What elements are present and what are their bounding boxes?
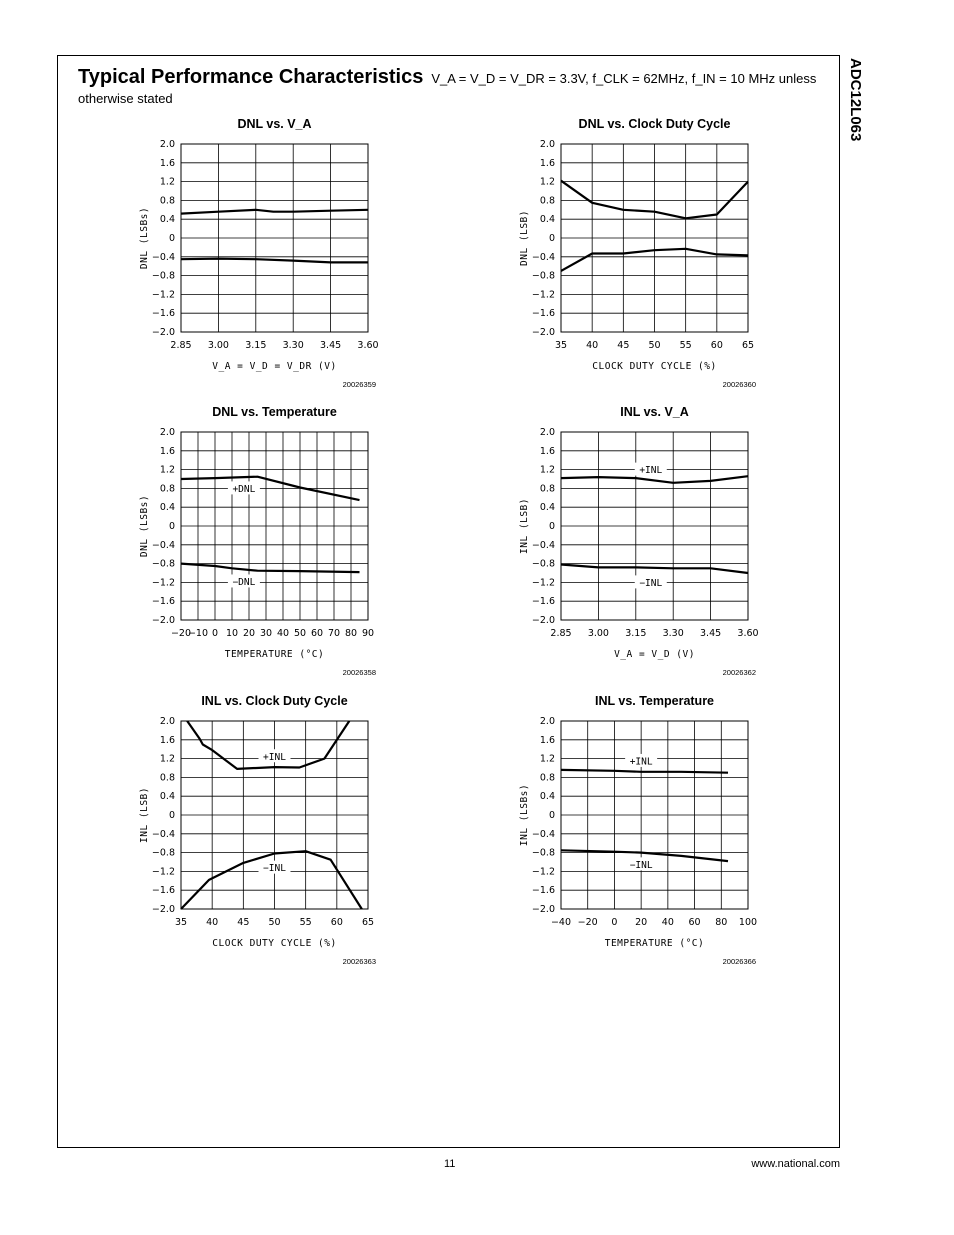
x-tick-label: 65 [741, 340, 755, 351]
x-tick-label: 30 [259, 628, 273, 639]
y-tick-label: −2.0 [151, 904, 175, 915]
y-tick-label: −1.2 [531, 577, 555, 589]
y-tick-label: 0.4 [159, 214, 175, 226]
x-tick-label: 0 [211, 628, 219, 639]
x-tick-label: 3.60 [737, 628, 759, 639]
y-tick-label: 0.8 [159, 772, 175, 784]
series-label: −DNL [232, 576, 256, 588]
y-tick-label: −1.2 [151, 289, 175, 301]
chart-dnl-vs-duty-cycle [515, 114, 775, 394]
series-line-2 [561, 565, 748, 574]
figure-id: 20026360 [722, 380, 756, 389]
x-tick-label: 50 [648, 340, 661, 351]
side-part-label [842, 58, 872, 178]
y-tick-label: −2.0 [531, 615, 555, 626]
x-tick-label: 100 [738, 917, 758, 928]
x-tick-label: −20 [170, 628, 192, 639]
chart-dnl-vs-va [135, 114, 395, 394]
y-axis-label: DNL (LSB) [519, 210, 530, 266]
figure-id: 20026366 [722, 957, 756, 966]
y-tick-label: 1.2 [159, 753, 175, 765]
y-tick-label: −1.6 [151, 885, 175, 897]
y-tick-label: 1.2 [159, 464, 175, 476]
x-tick-label: 40 [586, 340, 599, 351]
x-tick-label: 3.00 [207, 340, 229, 351]
y-tick-label: 2.0 [539, 427, 555, 438]
x-tick-label: 3.15 [245, 340, 267, 351]
x-tick-label: 2.85 [170, 340, 192, 351]
y-tick-label: 0.4 [539, 791, 555, 803]
figure-id: 20026362 [722, 668, 756, 677]
y-tick-label: 2.0 [159, 716, 175, 727]
x-axis-label: V_A = V_D (V) [614, 649, 695, 660]
series-label: −INL [639, 577, 663, 589]
series-label: +INL [629, 756, 653, 768]
y-tick-label: −1.2 [151, 866, 175, 878]
chart-inl-vs-duty-cycle [135, 691, 395, 971]
conditions-text: V_A = V_D = V_DR = 3.3V, f_CLK = 62MHz, f_IN = 10 MHz unless [431, 71, 817, 86]
y-tick-label: 1.2 [539, 753, 555, 765]
series-label: +INL [263, 751, 286, 763]
x-tick-label: 45 [617, 340, 630, 351]
y-tick-label: 1.6 [159, 734, 175, 746]
x-tick-label: 50 [293, 628, 307, 639]
series-label: −INL [629, 859, 653, 871]
chart-svg [135, 114, 395, 394]
series-line-2 [181, 851, 362, 909]
page-number: 11 [444, 1158, 456, 1170]
y-tick-label: −1.2 [531, 866, 555, 878]
y-tick-label: −0.8 [531, 558, 555, 570]
x-tick-label: −40 [550, 917, 572, 928]
x-tick-label: 55 [679, 340, 692, 351]
conditions-text-cont: otherwise stated [78, 91, 173, 106]
y-axis-label: INL (LSB) [519, 498, 530, 554]
x-tick-label: 60 [688, 917, 701, 928]
x-tick-label: 80 [715, 917, 728, 928]
x-tick-label: 3.45 [700, 628, 722, 639]
y-tick-label: −0.8 [151, 270, 175, 282]
x-tick-label: 65 [361, 917, 375, 928]
x-axis-label: TEMPERATURE (°C) [224, 649, 325, 660]
y-tick-label: −1.6 [531, 885, 555, 897]
chart-inl-vs-temperature [515, 691, 775, 971]
y-tick-label: 0 [168, 810, 175, 821]
series-line-1 [561, 770, 728, 773]
part-number: ADC12L063 [847, 58, 864, 142]
x-tick-label: 35 [174, 917, 188, 928]
y-tick-label: 0.8 [539, 195, 555, 207]
series-line-1 [181, 210, 368, 214]
y-tick-label: 0 [548, 521, 555, 532]
chart-inl-vs-va [515, 402, 775, 682]
y-tick-label: −1.6 [151, 596, 175, 608]
y-tick-label: 1.6 [539, 445, 555, 457]
chart-svg [515, 402, 775, 682]
y-tick-label: 0.8 [539, 772, 555, 784]
y-tick-label: −1.6 [531, 308, 555, 320]
y-tick-label: 1.6 [539, 734, 555, 746]
x-axis-label: CLOCK DUTY CYCLE (%) [592, 361, 717, 372]
x-tick-label: 20 [635, 917, 648, 928]
chart-title: DNL vs. Temperature [212, 405, 337, 419]
chart-svg [135, 691, 395, 971]
x-axis-label: V_A = V_D = V_DR (V) [212, 361, 337, 372]
series-line-2 [181, 259, 368, 263]
y-tick-label: 1.6 [539, 157, 555, 169]
y-tick-label: 0.8 [159, 483, 175, 495]
y-tick-label: 2.0 [159, 139, 175, 150]
y-tick-label: 0.4 [159, 502, 175, 514]
x-tick-label: 3.00 [587, 628, 609, 639]
series-label: −INL [263, 863, 286, 875]
x-tick-label: 3.30 [282, 340, 304, 351]
y-axis-label: INL (LSB) [139, 787, 150, 843]
x-tick-label: −20 [577, 917, 598, 928]
y-tick-label: −1.2 [531, 289, 555, 301]
y-tick-label: −1.6 [151, 308, 175, 320]
series-line-1 [561, 476, 748, 483]
x-axis-label: TEMPERATURE (°C) [604, 938, 705, 949]
x-tick-label: 60 [710, 340, 723, 351]
chart-title: INL vs. Temperature [594, 694, 715, 708]
x-tick-label: 3.30 [662, 628, 684, 639]
x-tick-label: 60 [330, 917, 343, 928]
y-tick-label: 1.6 [159, 157, 175, 169]
y-tick-label: 0.8 [539, 483, 555, 495]
x-tick-label: 20 [242, 628, 256, 639]
x-tick-label: 3.60 [357, 340, 379, 351]
y-tick-label: 1.2 [539, 464, 555, 476]
x-tick-label: 10 [225, 628, 239, 639]
y-tick-label: −1.2 [151, 577, 175, 589]
chart-title: DNL vs. Clock Duty Cycle [578, 117, 731, 131]
x-tick-label: 50 [268, 917, 281, 928]
header [78, 66, 818, 89]
y-tick-label: 2.0 [539, 139, 555, 150]
y-tick-label: 0.8 [159, 195, 175, 207]
y-tick-label: 1.2 [159, 176, 175, 188]
x-tick-label: 45 [237, 917, 250, 928]
y-tick-label: −0.8 [531, 270, 555, 282]
y-axis-label: INL (LSBs) [519, 783, 530, 847]
y-tick-label: 0 [168, 233, 175, 244]
footer-url: www.national.com [751, 1158, 840, 1170]
series-label: +INL [639, 465, 663, 477]
chart-svg [135, 402, 395, 682]
y-tick-label: −0.4 [531, 828, 555, 840]
y-tick-label: 2.0 [539, 716, 555, 727]
series-label: +DNL [232, 483, 256, 495]
x-tick-label: 3.45 [320, 340, 342, 351]
x-tick-label: 3.15 [625, 628, 647, 639]
y-tick-label: 2.0 [159, 427, 175, 438]
y-axis-label: DNL (LSBs) [139, 494, 150, 558]
y-tick-label: −0.8 [151, 558, 175, 570]
y-tick-label: 0.4 [539, 214, 555, 226]
y-tick-label: 1.6 [159, 445, 175, 457]
y-tick-label: −0.4 [531, 539, 555, 551]
x-tick-label: 35 [554, 340, 568, 351]
chart-svg [515, 691, 775, 971]
y-tick-label: −2.0 [151, 327, 175, 338]
x-tick-label: 60 [310, 628, 324, 639]
x-tick-label: 2.85 [550, 628, 572, 639]
x-tick-label: 40 [276, 628, 290, 639]
x-tick-label: 90 [361, 628, 375, 639]
series-line-2 [181, 564, 360, 573]
figure-id: 20026363 [342, 957, 376, 966]
y-tick-label: 0 [548, 233, 555, 244]
x-tick-label: 0 [611, 917, 618, 928]
x-tick-label: 55 [299, 917, 312, 928]
chart-title: INL vs. Clock Duty Cycle [201, 694, 348, 708]
x-tick-label: 40 [206, 917, 219, 928]
y-tick-label: −0.8 [151, 847, 175, 859]
y-tick-label: 0 [168, 521, 175, 532]
y-tick-label: −0.4 [531, 251, 555, 263]
y-tick-label: −0.4 [151, 539, 175, 551]
x-axis-label: CLOCK DUTY CYCLE (%) [212, 938, 337, 949]
y-tick-label: 0.4 [159, 791, 175, 803]
x-tick-label: 70 [327, 628, 341, 639]
y-tick-label: −1.6 [531, 596, 555, 608]
y-tick-label: −0.8 [531, 847, 555, 859]
x-tick-label: 40 [661, 917, 674, 928]
chart-svg [515, 114, 775, 394]
x-tick-label: 80 [344, 628, 358, 639]
x-tick-label: −10 [187, 628, 209, 639]
y-tick-label: 0 [548, 810, 555, 821]
y-tick-label: −0.4 [151, 828, 175, 840]
y-axis-label: DNL (LSBs) [139, 206, 150, 270]
y-tick-label: 1.2 [539, 176, 555, 188]
page-title: Typical Performance Characteristics [78, 66, 424, 88]
y-tick-label: −2.0 [531, 904, 555, 915]
figure-id: 20026359 [342, 380, 376, 389]
chart-title: INL vs. V_A [620, 405, 689, 419]
y-tick-label: −2.0 [531, 327, 555, 338]
chart-dnl-vs-temperature [135, 402, 395, 682]
figure-id: 20026358 [342, 668, 376, 677]
chart-title: DNL vs. V_A [237, 117, 312, 131]
y-tick-label: 0.4 [539, 502, 555, 514]
y-tick-label: −2.0 [151, 615, 175, 626]
y-tick-label: −0.4 [151, 251, 175, 263]
